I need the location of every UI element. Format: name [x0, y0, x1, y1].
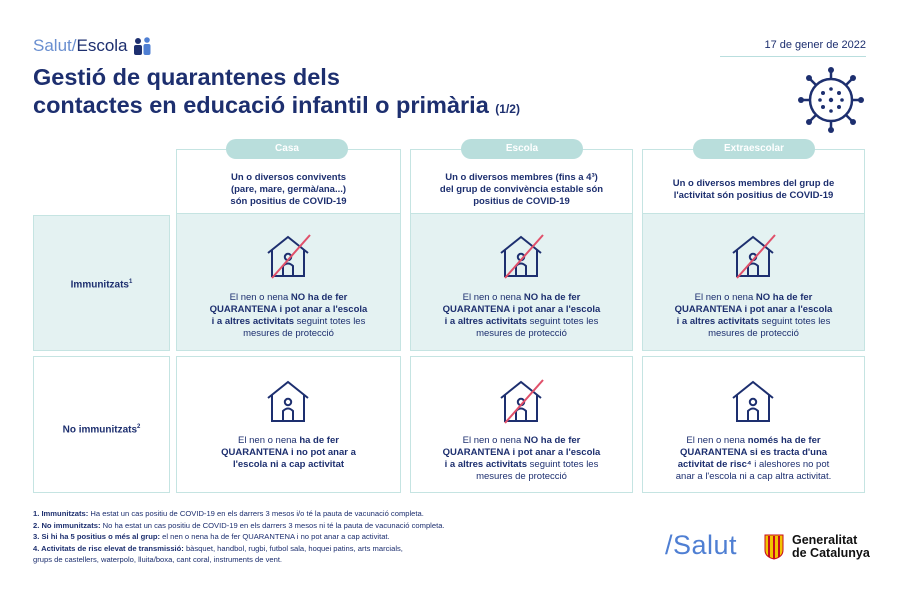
t: El nen o nena — [694, 292, 756, 303]
house-person-icon — [264, 378, 312, 424]
desc-line: del grup de convivència estable són — [439, 184, 604, 195]
cell-text-no-immunitzats-extraescolar — [642, 435, 865, 483]
t: seguint totes les — [759, 316, 831, 327]
column-desc-extraescolar — [642, 178, 865, 202]
gen-line2: de Catalunya — [792, 546, 870, 560]
desc-line: Un o diversos membres del grup de — [672, 178, 835, 189]
gen-line1: Generalitat — [792, 533, 858, 547]
cell-text-immunitzats-casa — [176, 292, 401, 340]
b: NO ha de fer — [523, 292, 581, 303]
b: QUARANTENA i pot anar a l'escola — [209, 304, 368, 315]
cell-text-immunitzats-extraescolar — [642, 292, 865, 340]
t: No ha estat un cas positiu de COVID-19 en els darrers 3 mesos ni té la pauta de vacunació completa. — [100, 520, 445, 530]
t: seguint totes les — [527, 316, 599, 327]
desc-line: l'activitat són positius de COVID-19 — [673, 190, 834, 201]
b: i a altres activitats — [676, 316, 760, 327]
b: NO ha de fer — [290, 292, 348, 303]
t: seguint totes les — [527, 459, 599, 470]
pill-casa: Casa — [226, 139, 348, 159]
people-icon — [131, 37, 153, 55]
footnote — [33, 543, 553, 555]
crossed-house-icon — [729, 233, 777, 279]
row-label-sup: 1 — [129, 279, 133, 285]
t: mesures de protecció — [243, 328, 334, 339]
title-line2: contactes en educació infantil o primària — [33, 92, 489, 118]
cell-text-immunitzats-escola — [410, 292, 633, 340]
b: 2. No immunitzats: — [33, 520, 101, 530]
b: NO ha de fer — [755, 292, 813, 303]
desc-line: (pare, mare, germà/ana...) — [230, 184, 347, 195]
b: QUARANTENA i no pot anar a — [221, 447, 356, 458]
salut-logo: /Salut — [665, 530, 738, 560]
t: mesures de protecció — [708, 328, 799, 339]
crossed-house-icon — [497, 378, 545, 424]
b: i a altres activitats — [444, 459, 528, 470]
house-person-icon — [729, 378, 777, 424]
footnote — [33, 508, 553, 520]
row-label-sup: 2 — [137, 424, 141, 430]
title-suffix: (1/2) — [495, 102, 520, 116]
b: QUARANTENA i pot anar a l'escola — [442, 304, 601, 315]
b: 1. Immunitzats: — [33, 509, 89, 518]
footnote — [33, 554, 553, 566]
b: i a altres activitats — [444, 316, 528, 327]
b: NO ha de fer — [523, 435, 581, 446]
row-label-text: No immunitzats — [62, 424, 138, 436]
cell-no-immunitzats-casa — [176, 356, 401, 493]
t: El nen o nena — [462, 435, 524, 446]
t: seguint totes les — [294, 316, 366, 327]
row-label-no-immunitzats — [33, 424, 170, 435]
generalitat-logo — [764, 534, 870, 560]
column-desc-casa — [176, 172, 401, 208]
t: mesures de protecció — [476, 328, 567, 339]
desc-line: Un o diversos convivents — [230, 172, 347, 183]
t: i aleshores no pot — [751, 459, 830, 470]
b: 4. Activitats de risc elevat de transmissió: — [33, 543, 184, 553]
b: ha de fer — [299, 435, 339, 446]
t: El nen o nena — [238, 435, 300, 446]
desc-line: positius de COVID-19 — [473, 196, 570, 207]
footnote — [33, 520, 553, 532]
cell-text-no-immunitzats-escola — [410, 435, 633, 483]
pill-extraescolar: Extraescolar — [693, 139, 815, 159]
b: activitat de risc⁴ — [677, 459, 752, 470]
b: QUARANTENA i pot anar a l'escola — [442, 447, 601, 458]
t: El nen o nena — [686, 435, 748, 446]
b: l'escola ni a cap activitat — [232, 459, 345, 470]
crossed-house-icon — [264, 233, 312, 279]
crossed-house-icon — [497, 233, 545, 279]
pill-escola: Escola — [461, 139, 583, 159]
desc-line: Un o diversos membres (fins a 4³) — [445, 172, 598, 183]
b: i a altres activitats — [211, 316, 295, 327]
t: el nen o nena ha de fer QUARANTENA i no pot anar a cap activitat. — [160, 532, 390, 541]
t: El nen o nena — [229, 292, 291, 303]
virus-icon — [797, 66, 865, 134]
b: 3. Si hi ha 5 positius o més al grup: — [33, 532, 161, 541]
row-label-text: Immunitzats — [70, 279, 129, 291]
column-desc-escola — [410, 172, 633, 208]
b: QUARANTENA si es tracta d'una — [679, 447, 828, 458]
t: Ha estat un cas positiu de COVID-19 en els darrers 3 mesos i/o té la pauta de vacunació completa. — [88, 509, 424, 518]
t: El nen o nena — [462, 292, 524, 303]
brand-part1: Salut/ — [33, 36, 77, 55]
salut-escola-brand — [33, 36, 153, 56]
footnotes — [33, 508, 553, 566]
title-line1: Gestió de quarantenes dels — [33, 64, 340, 90]
generalitat-text — [792, 534, 870, 560]
cell-text-no-immunitzats-casa — [176, 435, 401, 471]
brand-part2: Escola — [76, 36, 128, 55]
b: QUARANTENA i pot anar a l'escola — [674, 304, 833, 315]
footnote — [33, 531, 553, 543]
senyera-icon — [764, 534, 784, 560]
date-text: 17 de gener de 2022 — [764, 39, 866, 51]
desc-line: són positius de COVID-19 — [230, 196, 347, 207]
t: grups de castellers, waterpolo, lluita/boxa, cant coral, instruments de vent. — [33, 555, 283, 564]
page-title — [33, 63, 593, 123]
date-divider — [720, 56, 866, 57]
t: bàsquet, handbol, rugbi, futbol sala, hoquei patins, arts marcials, — [183, 543, 403, 553]
t: mesures de protecció — [476, 471, 567, 482]
b: només ha de fer — [747, 435, 821, 446]
row-label-immunitzats — [33, 279, 170, 290]
t: anar a l'escola ni a cap altra activitat. — [675, 471, 832, 482]
